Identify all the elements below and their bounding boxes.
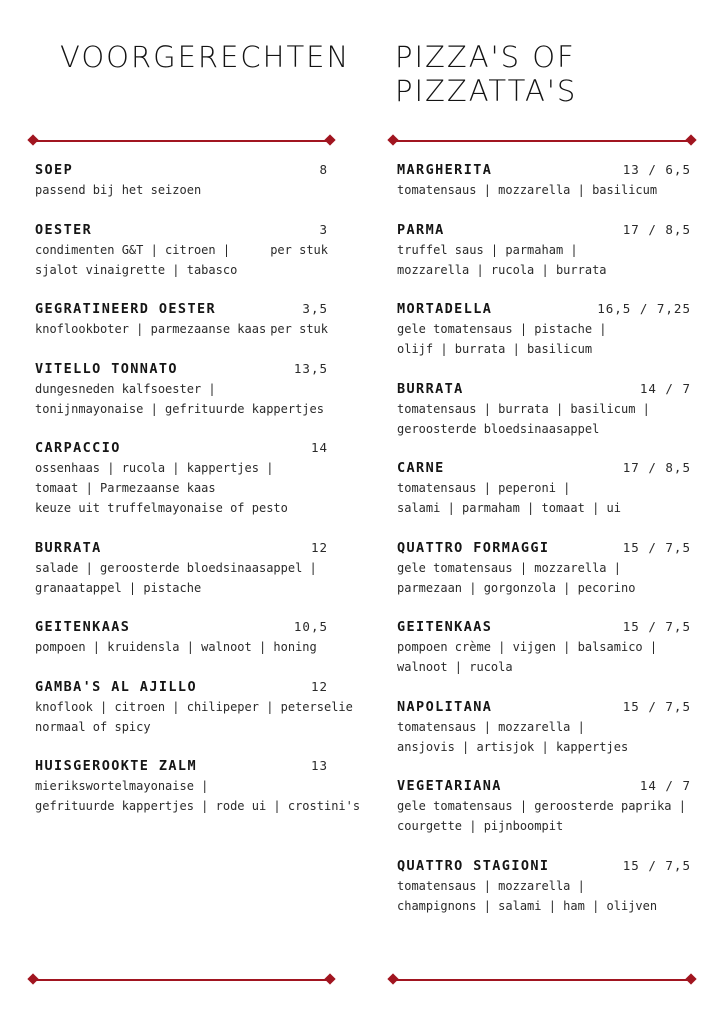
dish-description: condimenten G&T | citroen | bbox=[35, 242, 231, 257]
dish-name: GAMBA'S AL AJILLO bbox=[35, 678, 197, 695]
dish-name: VITELLO TONNATO bbox=[35, 360, 178, 377]
bottom-divider-left bbox=[28, 974, 335, 986]
menu-item bbox=[35, 160, 328, 200]
dish-description: salade | geroosterde bloedsinaasappel | bbox=[35, 560, 317, 575]
price-unit: per stuk bbox=[270, 322, 328, 336]
dish-price: 12 bbox=[310, 539, 328, 555]
dish-description: tomatensaus | peperoni | bbox=[397, 481, 571, 495]
dish-description: tomaat | Parmezaanse kaas bbox=[35, 481, 216, 495]
dish-price: 10,5 bbox=[293, 619, 328, 634]
dish-price: 13 / 6,5 bbox=[622, 162, 691, 177]
dish-price: 15 / 7,5 bbox=[622, 539, 691, 555]
dish-description: champignons | salami | ham | olijven bbox=[397, 898, 658, 913]
dish-name: PARMA bbox=[397, 221, 445, 238]
dish-price: 15 / 7,5 bbox=[622, 619, 691, 634]
dish-description: mozzarella | rucola | burrata bbox=[397, 262, 607, 277]
pizzas-list bbox=[397, 160, 691, 935]
dish-name: CARPACCIO bbox=[35, 440, 121, 456]
dish-description: walnoot | rucola bbox=[397, 660, 513, 674]
dish-description: keuze uit truffelmayonaise of pesto bbox=[35, 501, 288, 515]
dish-description: granaatappel | pistache bbox=[35, 580, 202, 595]
menu-item bbox=[397, 538, 691, 598]
diamond-icon bbox=[324, 973, 335, 984]
bottom-divider-right bbox=[388, 974, 696, 986]
menu-item bbox=[35, 617, 328, 657]
diamond-icon bbox=[685, 973, 696, 984]
menu-item bbox=[397, 697, 691, 757]
diamond-icon bbox=[387, 134, 398, 145]
dish-price: 8 bbox=[319, 162, 328, 177]
dish-name: QUATTRO STAGIONI bbox=[397, 857, 550, 874]
dish-price: 3,5 bbox=[302, 301, 328, 316]
menu-item bbox=[397, 299, 691, 359]
dish-name: SOEP bbox=[35, 162, 74, 178]
dish-name: GEITENKAAS bbox=[397, 619, 493, 635]
diamond-icon bbox=[324, 134, 335, 145]
menu-item bbox=[35, 220, 328, 280]
top-divider-right bbox=[388, 135, 696, 147]
menu-item bbox=[397, 776, 691, 836]
menu-item bbox=[397, 458, 691, 518]
diamond-icon bbox=[27, 973, 38, 984]
dish-description: tomatensaus | mozzarella | bbox=[397, 719, 585, 734]
dish-description: salami | parmaham | tomaat | ui bbox=[397, 501, 621, 515]
pizzas-heading: PIZZA'S OF PIZZATTA'S bbox=[395, 40, 578, 108]
dish-price: 3 bbox=[319, 221, 328, 237]
dish-name: NAPOLITANA bbox=[397, 698, 493, 715]
dish-description: geroosterde bloedsinaasappel bbox=[397, 421, 600, 436]
dish-description: dungesneden kalfsoester | bbox=[35, 381, 216, 396]
diamond-icon bbox=[27, 134, 38, 145]
dish-name: VEGETARIANA bbox=[397, 778, 502, 794]
dish-price: 16,5 / 7,25 bbox=[597, 301, 691, 316]
dish-description: gele tomatensaus | pistache | bbox=[397, 322, 607, 336]
dish-description: knoflook | citroen | chilipeper | peterselie bbox=[35, 699, 353, 714]
menu-item bbox=[35, 438, 328, 518]
diamond-icon bbox=[685, 134, 696, 145]
dish-description: gefrituurde kappertjes | rode ui | crostini's bbox=[35, 799, 361, 813]
dish-description: truffel saus | parmaham | bbox=[397, 242, 578, 257]
dish-name: GEITENKAAS bbox=[35, 619, 131, 635]
dish-name: BURRATA bbox=[35, 539, 102, 556]
dish-price: 17 / 8,5 bbox=[622, 460, 691, 475]
dish-description: tomatensaus | mozzarella | bbox=[397, 878, 585, 893]
dish-name: CARNE bbox=[397, 460, 445, 476]
dish-name: QUATTRO FORMAGGI bbox=[397, 539, 550, 556]
dish-description: ansjovis | artisjok | kappertjes bbox=[397, 739, 629, 754]
dish-name: OESTER bbox=[35, 221, 93, 238]
dish-description: sjalot vinaigrette | tabasco bbox=[35, 262, 238, 277]
menu-item bbox=[35, 756, 361, 816]
dish-description: courgette | pijnboompit bbox=[397, 819, 564, 833]
voorgerechten-heading: VOORGERECHTEN bbox=[60, 40, 351, 74]
dish-description: mierikswortelmayonaise | bbox=[35, 779, 209, 793]
dish-description: tomatensaus | burrata | basilicum | bbox=[397, 401, 650, 416]
menu-item bbox=[35, 359, 328, 419]
dish-price: 14 / 7 bbox=[639, 380, 691, 396]
dish-description: normaal of spicy bbox=[35, 719, 151, 734]
dish-description: pompoen crème | vijgen | balsamico | bbox=[397, 640, 658, 654]
dish-description: knoflookboter | parmezaanse kaas bbox=[35, 322, 267, 336]
dish-description: tomatensaus | mozzarella | basilicum bbox=[397, 183, 658, 197]
menu-item bbox=[35, 538, 328, 598]
dish-price: 17 / 8,5 bbox=[622, 221, 691, 237]
dish-name: GEGRATINEERD OESTER bbox=[35, 301, 217, 317]
dish-description: tonijnmayonaise | gefrituurde kappertjes bbox=[35, 401, 324, 416]
menu-item bbox=[35, 299, 328, 339]
dish-name: BURRATA bbox=[397, 380, 464, 397]
dish-name: MORTADELLA bbox=[397, 301, 493, 317]
menu-item bbox=[397, 160, 691, 200]
dish-description: gele tomatensaus | geroosterde paprika | bbox=[397, 799, 686, 813]
dish-description: gele tomatensaus | mozzarella | bbox=[397, 560, 621, 575]
dish-description: pompoen | kruidensla | walnoot | honing bbox=[35, 640, 317, 654]
dish-price: 12 bbox=[310, 678, 328, 694]
dish-price: 14 / 7 bbox=[639, 778, 691, 793]
dish-price: 13,5 bbox=[293, 360, 328, 376]
diamond-icon bbox=[387, 973, 398, 984]
voorgerechten-list bbox=[35, 160, 361, 836]
dish-description: olijf | burrata | basilicum bbox=[397, 342, 593, 356]
dish-description: ossenhaas | rucola | kappertjes | bbox=[35, 461, 274, 475]
dish-description: passend bij het seizoen bbox=[35, 183, 202, 197]
dish-price: 15 / 7,5 bbox=[622, 698, 691, 714]
menu-item bbox=[397, 220, 691, 280]
dish-price: 15 / 7,5 bbox=[622, 857, 691, 873]
dish-price: 14 bbox=[310, 440, 328, 455]
menu-item bbox=[397, 856, 691, 916]
menu-item bbox=[397, 617, 691, 677]
top-divider-left bbox=[28, 135, 335, 147]
dish-name: HUISGEROOKTE ZALM bbox=[35, 758, 197, 774]
dish-price: 13 bbox=[310, 758, 328, 773]
menu-item bbox=[397, 379, 691, 439]
dish-description: parmezaan | gorgonzola | pecorino bbox=[397, 580, 636, 595]
price-unit: per stuk bbox=[270, 242, 328, 257]
dish-name: MARGHERITA bbox=[397, 162, 493, 178]
menu-item bbox=[35, 677, 353, 737]
